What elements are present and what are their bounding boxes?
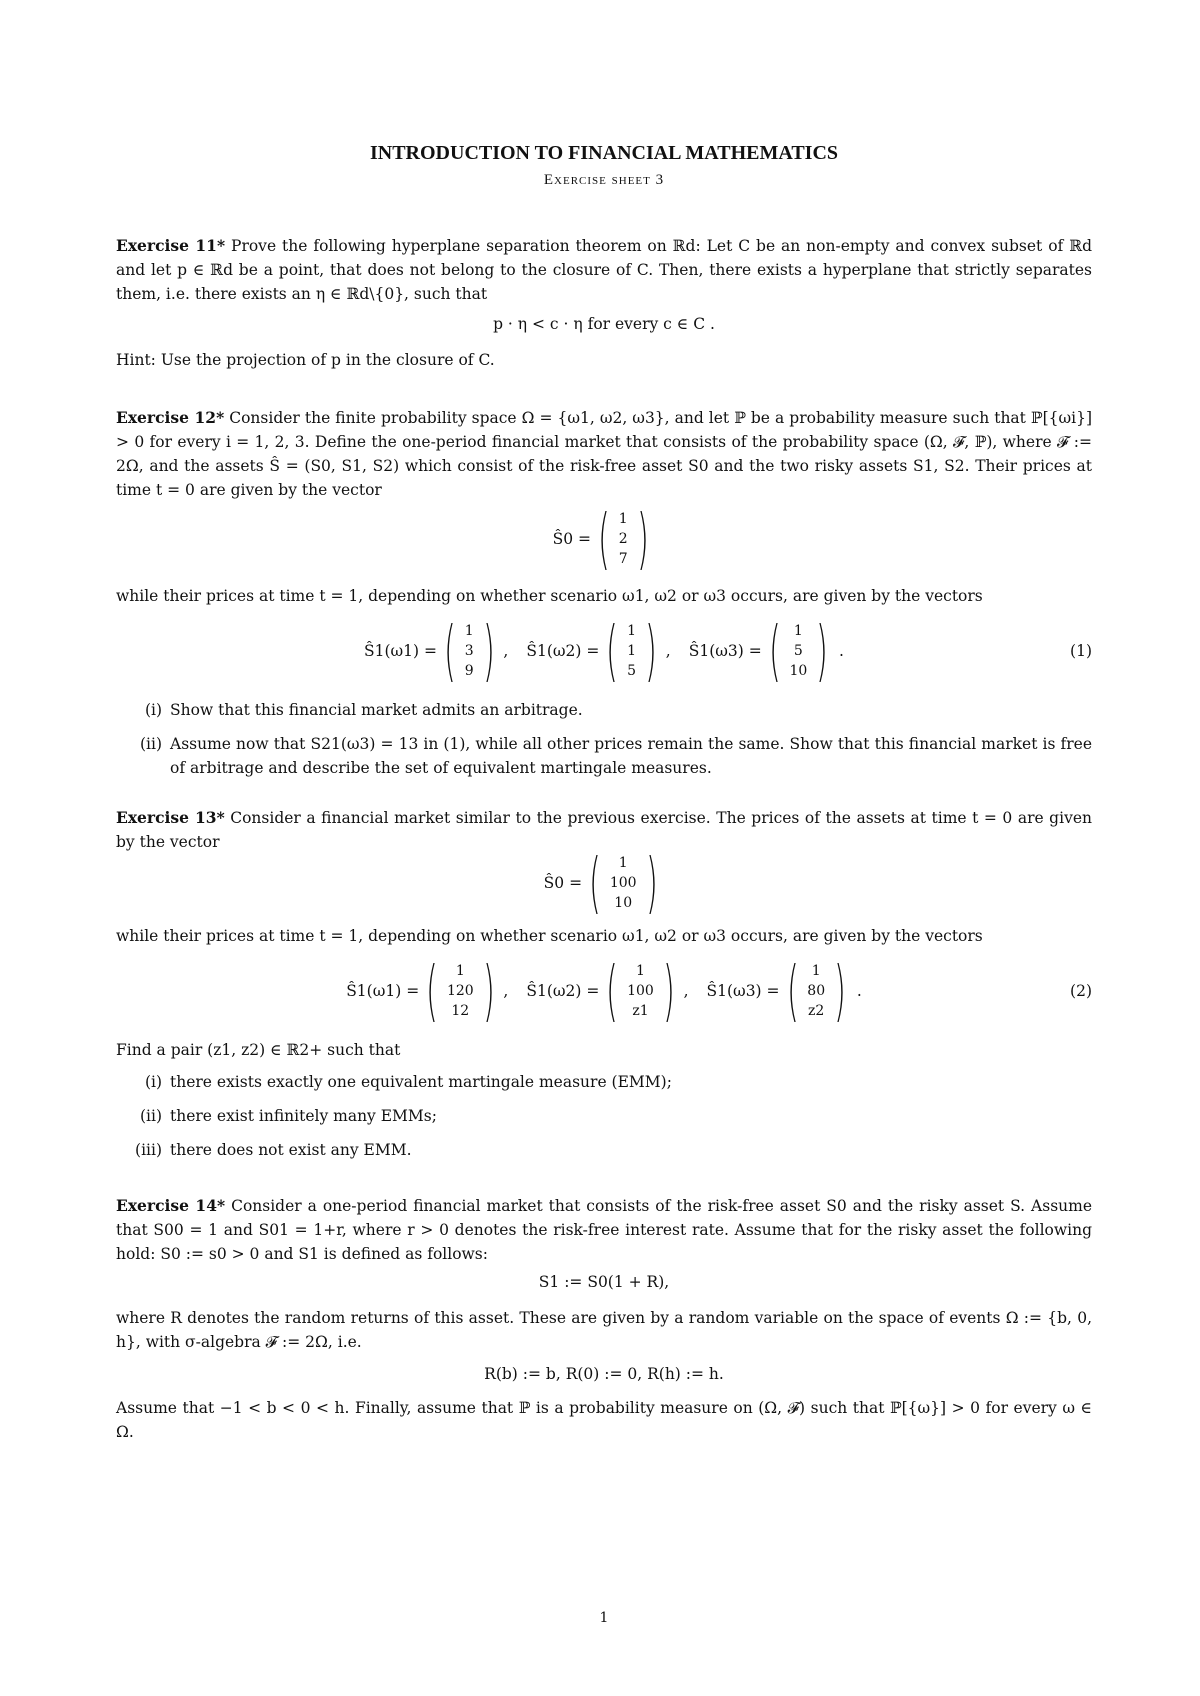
exercise-13-text-3: Find a pair (z1, z2) ∈ ℝ2+ such that: [116, 1041, 401, 1059]
exercise-12-text: [116, 406, 1092, 502]
vector-entry: 1: [793, 623, 803, 639]
exercise-13-body: Consider a financial market similar to the previous exercise. The prices of the assets at time t = 0 are given by the vector: [116, 809, 1092, 851]
vec1: ( 1 120 12 ): [426, 952, 495, 1029]
vector-entry: z2: [808, 1003, 825, 1019]
item-label: (i): [144, 701, 162, 719]
vector-entry: 1: [627, 623, 637, 639]
vector-entry: 2: [618, 531, 628, 547]
vector-entry: 80: [807, 983, 826, 999]
vector-entry: 1: [618, 855, 628, 871]
s0-label: Ŝ0 =: [552, 530, 591, 548]
exercise-14-body: Consider a one-period financial market that consists of the risk-free asset S0 and the risky asset S. Assume that S00 = 1 and S01 = 1+r, where r > 0 denotes the risk-free interest rate. Assume that for the risky asset the following hold: S0 := s0 > 0 and S1 is defined as follows:: [116, 1197, 1093, 1263]
exercise-13-s0-equation: [116, 844, 1092, 921]
exercise-11-equation: p · η < c · η for every c ∈ C .: [493, 315, 715, 333]
vector-entry: 5: [793, 643, 803, 659]
exercise-12-body: Consider the finite probability space Ω = {ω1, ω2, ω3}, and let ℙ be a probability measure such that ℙ[{ωi}] > 0 for every i = 1, 2, 3. Define the one-period financial market that consists of the probability space (Ω, 𝓕, ℙ), where 𝓕 := 2Ω, and the assets Ŝ = (S0, S1, S2) which consist of the risk-free asset S0 and the two risky assets S1, S2. Their prices at time t = 0 are given by the vector: [116, 409, 1092, 499]
document-subtitle: Exercise sheet 3: [543, 172, 665, 188]
s0-vector: ( 1 100 10 ): [589, 844, 658, 921]
item-label: (i): [144, 1073, 162, 1091]
vector-entry: 1: [618, 511, 628, 527]
vec3-label: Ŝ1(ω3) =: [688, 642, 762, 660]
exercise-14-text-2: where R denotes the random returns of this asset. These are given by a random variable on the space of events Ω := {b, 0, h}, with σ-algebra 𝓕 := 2Ω, i.e.: [116, 1309, 1092, 1351]
vec3: ( 1 5 10 ): [768, 612, 828, 689]
vec2-label: Ŝ1(ω2) =: [526, 982, 600, 1000]
vec2-label: Ŝ1(ω2) =: [526, 642, 600, 660]
equation-number-1: (1): [1070, 642, 1092, 660]
exercise-12-s1-equations: Ŝ1(ω1) = ( 1 3 9 ) , Ŝ1(ω2) = ( 1 1 5 ) , Ŝ1(ω3) = ( 1 5 10 ) .: [364, 612, 844, 689]
vec3: ( 1 80 z2 ): [786, 952, 846, 1029]
vec2: ( 1 100 z1 ): [606, 952, 675, 1029]
exercise-12-text-2: while their prices at time t = 1, depending on whether scenario ω1, ω2 or ω3 occurs, are given by the vectors: [116, 587, 983, 605]
vec1: ( 1 3 9 ): [444, 612, 495, 689]
vec2: ( 1 1 5 ): [606, 612, 657, 689]
item-text: there exists exactly one equivalent martingale measure (EMM);: [170, 1073, 672, 1091]
vector-entry: 1: [455, 963, 465, 979]
exercise-13-text: [116, 806, 1092, 854]
item-label: (ii): [139, 735, 162, 753]
exercise-11-hint: Hint: Use the projection of p in the closure of C.: [116, 351, 495, 369]
vec3-label: Ŝ1(ω3) =: [706, 982, 780, 1000]
exercise-12-label: Exercise 12*: [116, 408, 225, 427]
equation-number-2: (2): [1070, 982, 1092, 1000]
exercise-14-equation-1: S1 := S0(1 + R),: [538, 1273, 670, 1291]
exercise-14-equation-2: R(b) := b, R(0) := 0, R(h) := h.: [484, 1365, 724, 1383]
exercise-13-s1-equations: Ŝ1(ω1) = ( 1 120 12 ) , Ŝ1(ω2) = ( 1 100 z1 ) , Ŝ1(ω3) = ( 1 80 z2 ) .: [346, 952, 862, 1029]
vector-entry: 9: [464, 663, 474, 679]
document-title: INTRODUCTION TO FINANCIAL MATHEMATICS: [369, 142, 839, 164]
exercise-14-label: Exercise 14*: [116, 1196, 226, 1215]
vector-entry: 120: [446, 983, 474, 999]
vec1-label: Ŝ1(ω1) =: [346, 982, 420, 1000]
vector-entry: 100: [609, 875, 637, 891]
vector-entry: z1: [632, 1003, 649, 1019]
item-text: there exist infinitely many EMMs;: [170, 1107, 437, 1125]
vector-entry: 7: [618, 551, 628, 567]
exercise-14-text: [116, 1194, 1092, 1266]
vector-entry: 5: [627, 663, 637, 679]
vector-entry: 12: [451, 1003, 470, 1019]
s0-vector: ( 1 2 7 ): [598, 500, 649, 577]
vector-entry: 1: [464, 623, 474, 639]
exercise-13-label: Exercise 13*: [116, 808, 225, 827]
vector-entry: 10: [614, 895, 633, 911]
vec1-label: Ŝ1(ω1) =: [364, 642, 437, 660]
item-label: (ii): [139, 1107, 162, 1125]
vector-entry: 1: [627, 643, 637, 659]
exercise-13-text-2: while their prices at time t = 1, depending on whether scenario ω1, ω2 or ω3 occurs, are given by the vectors: [116, 927, 983, 945]
page-number: 1: [599, 1610, 609, 1626]
s0-label: Ŝ0 =: [543, 874, 583, 892]
document-page: [116, 0, 1092, 1696]
item-text: Assume now that S21(ω3) = 13 in (1), while all other prices remain the same. Show that this financial market is free of arbitrage and describe the set of equivalent martingale measures.: [170, 735, 1092, 777]
vector-entry: 10: [789, 663, 808, 679]
vector-entry: 3: [464, 643, 474, 659]
exercise-11-body: Prove the following hyperplane separation theorem on ℝd: Let C be an non-empty and convex subset of ℝd and let p ∈ ℝd be a point, that does not belong to the closure of C. Then, there exists a hyperplane that strictly separates them, i.e. there exists an η ∈ ℝd\{0}, such that: [116, 237, 1093, 303]
exercise-14-text-3: Assume that −1 < b < 0 < h. Finally, assume that ℙ is a probability measure on (Ω, 𝓕) such that ℙ[{ω}] > 0 for every ω ∈ Ω.: [116, 1399, 1092, 1441]
exercise-12-s0-equation: [116, 500, 1092, 577]
vector-entry: 1: [811, 963, 821, 979]
exercise-11-label: Exercise 11*: [116, 236, 226, 255]
item-text: there does not exist any EMM.: [170, 1141, 412, 1159]
vector-entry: 1: [636, 963, 645, 979]
item-label: (iii): [135, 1141, 162, 1159]
vector-entry: 100: [627, 983, 654, 999]
item-text: Show that this financial market admits an arbitrage.: [170, 701, 583, 719]
exercise-11-text: [116, 234, 1092, 306]
